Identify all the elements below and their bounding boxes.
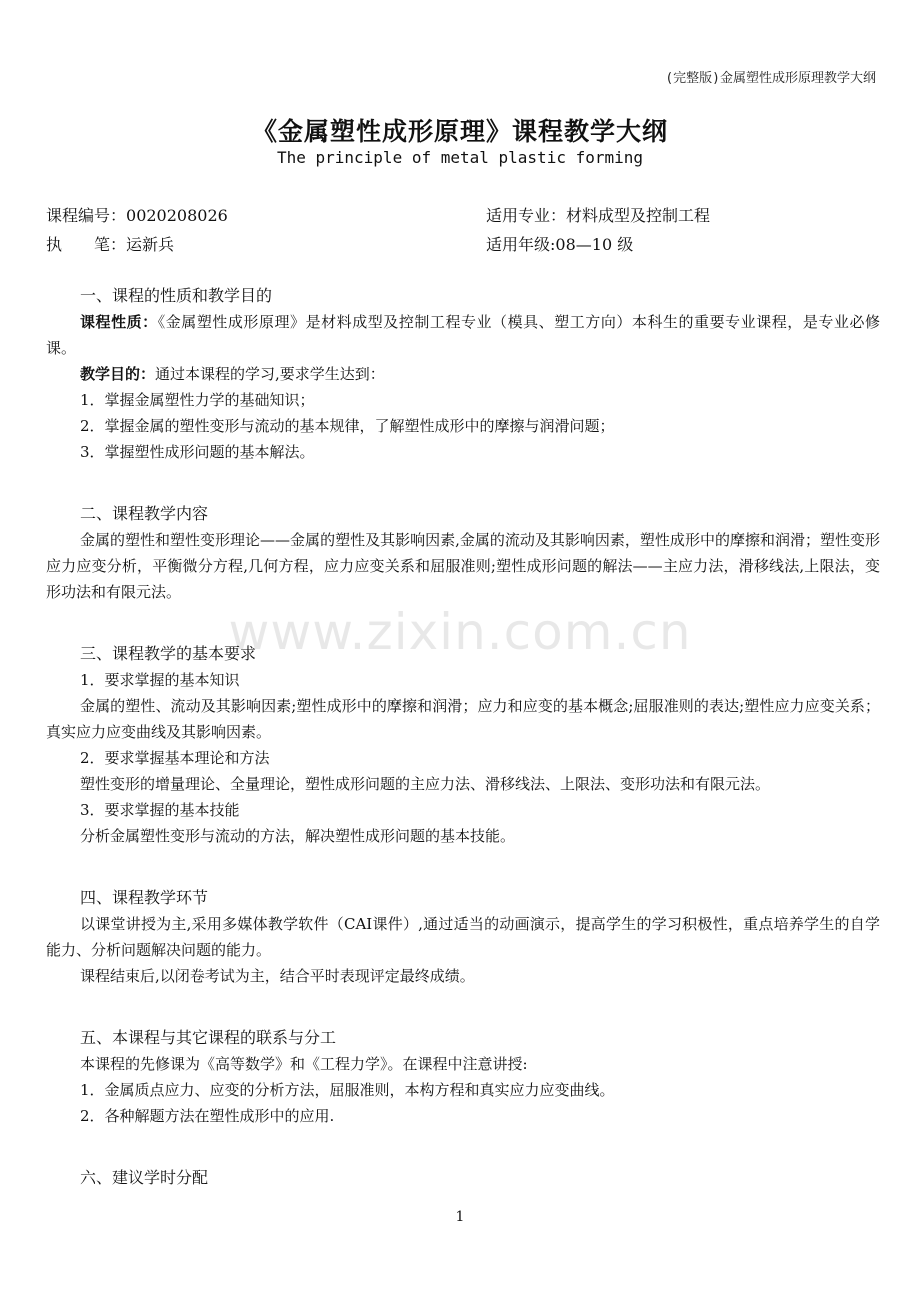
watermark: www.zixin.com.cn: [228, 603, 692, 661]
teaching-goal-label: 教学目的：: [80, 365, 156, 383]
goal-item: 2．掌握金属的塑性变形与流动的基本规律，了解塑性成形中的摩擦与润滑问题；: [80, 417, 615, 435]
section-3-sub-2: 2．要求掌握基本理论和方法: [80, 749, 270, 767]
section-2-heading: 二、课程教学内容: [80, 504, 209, 523]
section-3-heading: 三、课程教学的基本要求: [80, 644, 257, 663]
section-3-sub-3: 3．要求掌握的基本技能: [80, 801, 240, 819]
major-label: 适用专业：: [486, 206, 567, 225]
section-6-heading: 六、建议学时分配: [80, 1168, 209, 1187]
grade-label: 适用年级:: [486, 235, 556, 254]
course-code-value: 0020208026: [126, 206, 228, 225]
course-nature-label: 课程性质：: [80, 313, 158, 331]
teaching-goal-text: 通过本课程的学习,要求学生达到：: [155, 365, 385, 383]
section-3-sub-1: 1．要求掌握的基本知识: [80, 671, 240, 689]
goal-item: 3．掌握塑性成形问题的基本解法。: [80, 443, 315, 461]
teaching-goal-paragraph: [46, 361, 880, 387]
section-3-text-3: 分析金属塑性变形与流动的方法，解决塑性成形问题的基本技能。: [80, 827, 516, 845]
grade-row: [486, 232, 633, 255]
section-1-heading: 一、课程的性质和教学目的: [80, 286, 273, 305]
grade-value: 08—10 级: [555, 235, 634, 254]
section-5-heading: 五、本课程与其它课程的联系与分工: [80, 1028, 337, 1047]
author-row: [46, 232, 174, 255]
course-nature-text: 《金属塑性成形原理》是材料成型及控制工程专业（模具、塑工方向）本科生的重要专业课程，是专业必修课。: [46, 313, 880, 357]
major-row: [486, 203, 710, 226]
course-code-row: [46, 203, 228, 226]
page-number: 1: [455, 1209, 465, 1225]
section-3-text-1: 金属的塑性、流动及其影响因素;塑性成形中的摩擦和润滑；应力和应变的基本概念;屈服准则的表达;塑性应力应变关系；真实应力应变曲线及其影响因素。: [46, 697, 880, 741]
section-3-text-2: 塑性变形的增量理论、全量理论，塑性成形问题的主应力法、滑移线法、上限法、变形功法和有限元法。: [80, 775, 771, 793]
goal-item: 1．掌握金属塑性力学的基础知识；: [80, 391, 315, 409]
author-value: 运新兵: [126, 235, 175, 254]
running-header: (完整版)金属塑性成形原理教学大纲: [665, 71, 876, 86]
section-2-text: 金属的塑性和塑性变形理论——金属的塑性及其影响因素,金属的流动及其影响因素，塑性成形中的摩擦和润滑；塑性变形应力应变分析，平衡微分方程,几何方程，应力应变关系和屈服准则;塑性成形问题的解法——主应力法，滑移线法,上限法，变形功法和有限元法。: [46, 531, 880, 601]
section-5-text: 本课程的先修课为《高等数学》和《工程力学》。在课程中注意讲授:: [80, 1055, 528, 1073]
course-nature-paragraph: [46, 309, 880, 361]
section-4-text-1: 以课堂讲授为主,采用多媒体教学软件（CAI课件）,通过适当的动画演示，提高学生的学习积极性，重点培养学生的自学能力、分析问题解决问题的能力。: [46, 915, 880, 959]
author-label: 执 笔：: [46, 235, 127, 254]
section-4-text-2: 课程结束后,以闭卷考试为主，结合平时表现评定最终成绩。: [80, 967, 475, 985]
course-code-label: 课程编号：: [46, 206, 127, 225]
document-title: 《金属塑性成形原理》课程教学大纲: [251, 117, 668, 146]
document-subtitle: The principle of metal plastic forming: [276, 148, 644, 167]
section-5-item: 1．金属质点应力、应变的分析方法，屈服准则，本构方程和真实应力应变曲线。: [80, 1081, 615, 1099]
section-4-heading: 四、课程教学环节: [80, 888, 209, 907]
document-body: [46, 283, 880, 1191]
section-5-item: 2．各种解题方法在塑性成形中的应用.: [80, 1107, 335, 1125]
major-value: 材料成型及控制工程: [566, 206, 711, 225]
